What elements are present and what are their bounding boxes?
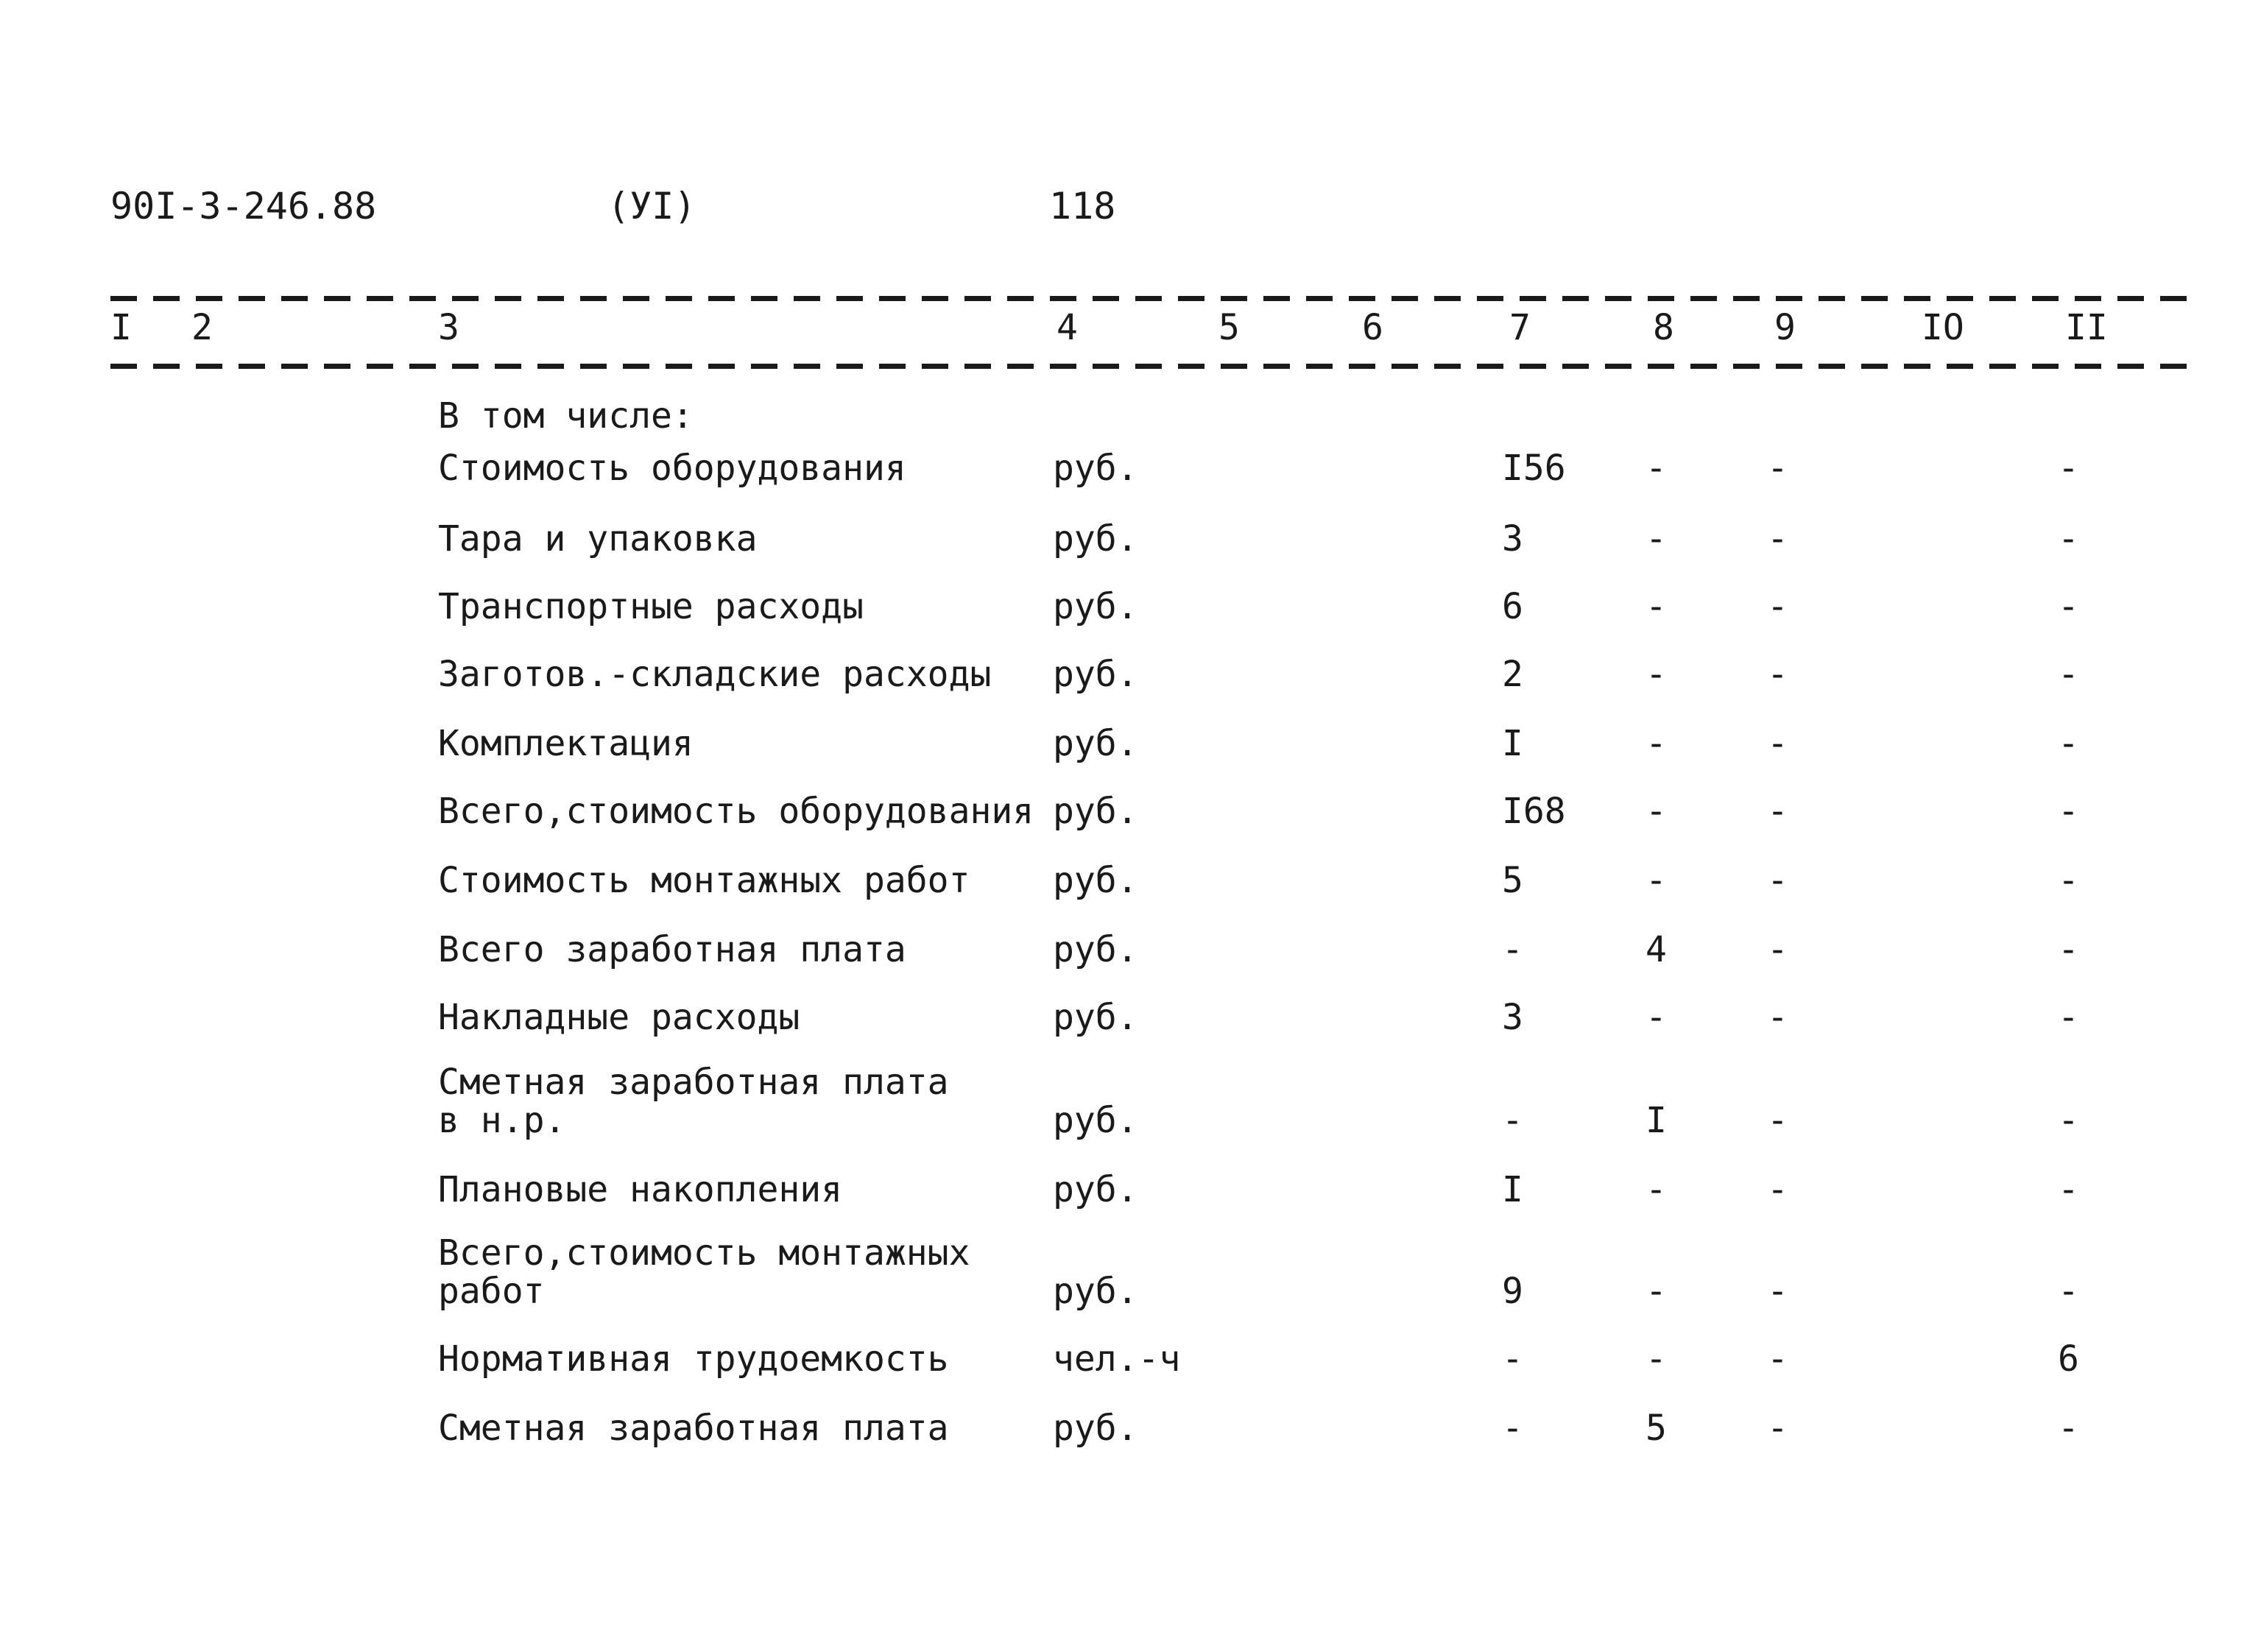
- row-unit: руб.: [1053, 1169, 1138, 1210]
- row-unit: руб.: [1053, 791, 1138, 832]
- row-col7: I56: [1502, 448, 1566, 489]
- row-name: Всего,стоимость монтажных работ: [438, 1232, 970, 1312]
- row-unit: руб.: [1053, 448, 1138, 489]
- row-col7: 2: [1502, 654, 1523, 695]
- row-col8: -: [1646, 518, 1667, 560]
- row-col9: -: [1767, 1271, 1788, 1312]
- column-number: 8: [1653, 307, 1674, 348]
- row-col7: 3: [1502, 997, 1523, 1038]
- row-unit: руб.: [1053, 997, 1138, 1038]
- row-name: Сметная заработная плата: [438, 1408, 949, 1449]
- column-number: IO: [1922, 307, 1964, 348]
- table-row: [0, 1307, 2261, 1378]
- column-number: 9: [1774, 307, 1796, 348]
- row-name: Заготов.-складские расходы: [438, 654, 992, 695]
- row-unit: руб.: [1053, 518, 1138, 560]
- column-number: 2: [191, 307, 213, 348]
- row-col8: -: [1646, 791, 1667, 832]
- row-col11: -: [2058, 1100, 2079, 1141]
- table-row: [0, 1029, 2261, 1140]
- row-col9: -: [1767, 997, 1788, 1038]
- row-col7: 6: [1502, 586, 1523, 627]
- section-label: (УI): [607, 185, 696, 227]
- row-name: Всего заработная плата: [438, 929, 906, 970]
- row-name: Транспортные расходы: [438, 586, 864, 627]
- row-col7: -: [1502, 1408, 1523, 1449]
- table-row: [0, 692, 2261, 763]
- column-number: 4: [1057, 307, 1078, 348]
- column-number: 5: [1218, 307, 1240, 348]
- column-number: II: [2065, 307, 2108, 348]
- column-number: 6: [1362, 307, 1383, 348]
- row-unit: руб.: [1053, 1408, 1138, 1449]
- row-col8: 4: [1646, 929, 1667, 970]
- row-col7: I: [1502, 1169, 1523, 1210]
- row-col8: -: [1646, 448, 1667, 489]
- row-col8: -: [1646, 997, 1667, 1038]
- row-col7: 5: [1502, 860, 1523, 901]
- row-col7: -: [1502, 1100, 1523, 1141]
- row-unit: руб.: [1053, 654, 1138, 695]
- row-unit: руб.: [1053, 1100, 1138, 1141]
- table-row: [0, 760, 2261, 830]
- row-col7: 9: [1502, 1271, 1523, 1312]
- table-row: [0, 623, 2261, 693]
- row-unit: руб.: [1053, 1271, 1138, 1312]
- row-col9: -: [1767, 929, 1788, 970]
- table-row: [0, 555, 2261, 626]
- row-name: Накладные расходы: [438, 997, 800, 1038]
- row-col11: -: [2058, 448, 2079, 489]
- row-col9: -: [1767, 860, 1788, 901]
- column-number: I: [110, 307, 132, 348]
- row-col11: -: [2058, 723, 2079, 764]
- row-col7: I68: [1502, 791, 1566, 832]
- section-subtitle: В том числе:: [438, 395, 694, 437]
- row-col11: -: [2058, 929, 2079, 970]
- row-col11: -: [2058, 654, 2079, 695]
- row-col7: I: [1502, 723, 1523, 764]
- row-col11: -: [2058, 860, 2079, 901]
- row-col9: -: [1767, 586, 1788, 627]
- row-name: Стоимость оборудования: [438, 448, 906, 489]
- row-name: Всего,стоимость оборудования: [438, 791, 1034, 832]
- row-col7: -: [1502, 929, 1523, 970]
- row-col8: -: [1646, 586, 1667, 627]
- row-col8: -: [1646, 723, 1667, 764]
- row-col8: 5: [1646, 1408, 1667, 1449]
- column-number: 3: [438, 307, 459, 348]
- column-number: 7: [1509, 307, 1531, 348]
- row-col9: -: [1767, 518, 1788, 560]
- row-name: Тара и упаковка: [438, 518, 758, 560]
- row-col11: -: [2058, 586, 2079, 627]
- row-col9: -: [1767, 654, 1788, 695]
- row-unit: руб.: [1053, 723, 1138, 764]
- table-row: [0, 898, 2261, 969]
- row-unit: руб.: [1053, 929, 1138, 970]
- row-name: Сметная заработная плата в н.р.: [438, 1062, 949, 1141]
- row-col9: -: [1767, 1408, 1788, 1449]
- document-code: 90I-3-246.88: [110, 185, 377, 227]
- row-name: Нормативная трудоемкость: [438, 1338, 949, 1380]
- row-col11: -: [2058, 997, 2079, 1038]
- row-col8: -: [1646, 860, 1667, 901]
- row-col7: 3: [1502, 518, 1523, 560]
- row-col7: -: [1502, 1338, 1523, 1380]
- row-unit: руб.: [1053, 586, 1138, 627]
- table-row: [0, 1377, 2261, 1447]
- row-col9: -: [1767, 1169, 1788, 1210]
- row-name: Стоимость монтажных работ: [438, 860, 970, 901]
- table-row: [0, 1200, 2261, 1310]
- row-col8: -: [1646, 1338, 1667, 1380]
- table-row: [0, 1138, 2261, 1209]
- row-col11: 6: [2058, 1338, 2079, 1380]
- row-col9: -: [1767, 1100, 1788, 1141]
- top-dashed-rule: [110, 296, 2194, 301]
- row-unit: чел.-ч: [1053, 1338, 1181, 1380]
- row-name: Комплектация: [438, 723, 694, 764]
- row-col8: -: [1646, 654, 1667, 695]
- table-row: [0, 417, 2261, 487]
- row-col9: -: [1767, 448, 1788, 489]
- table-row: [0, 829, 2261, 900]
- row-col9: -: [1767, 723, 1788, 764]
- row-col8: -: [1646, 1169, 1667, 1210]
- row-col9: -: [1767, 1338, 1788, 1380]
- row-col11: -: [2058, 791, 2079, 832]
- row-col9: -: [1767, 791, 1788, 832]
- table-row: [0, 487, 2261, 558]
- row-col11: -: [2058, 1271, 2079, 1312]
- row-name: Плановые накопления: [438, 1169, 843, 1210]
- row-col8: -: [1646, 1271, 1667, 1312]
- row-col11: -: [2058, 1408, 2079, 1449]
- page-number: 118: [1049, 185, 1116, 227]
- bottom-dashed-rule: [110, 364, 2194, 369]
- row-unit: руб.: [1053, 860, 1138, 901]
- row-col11: -: [2058, 518, 2079, 560]
- row-col11: -: [2058, 1169, 2079, 1210]
- row-col8: I: [1646, 1100, 1667, 1141]
- table-row: [0, 966, 2261, 1037]
